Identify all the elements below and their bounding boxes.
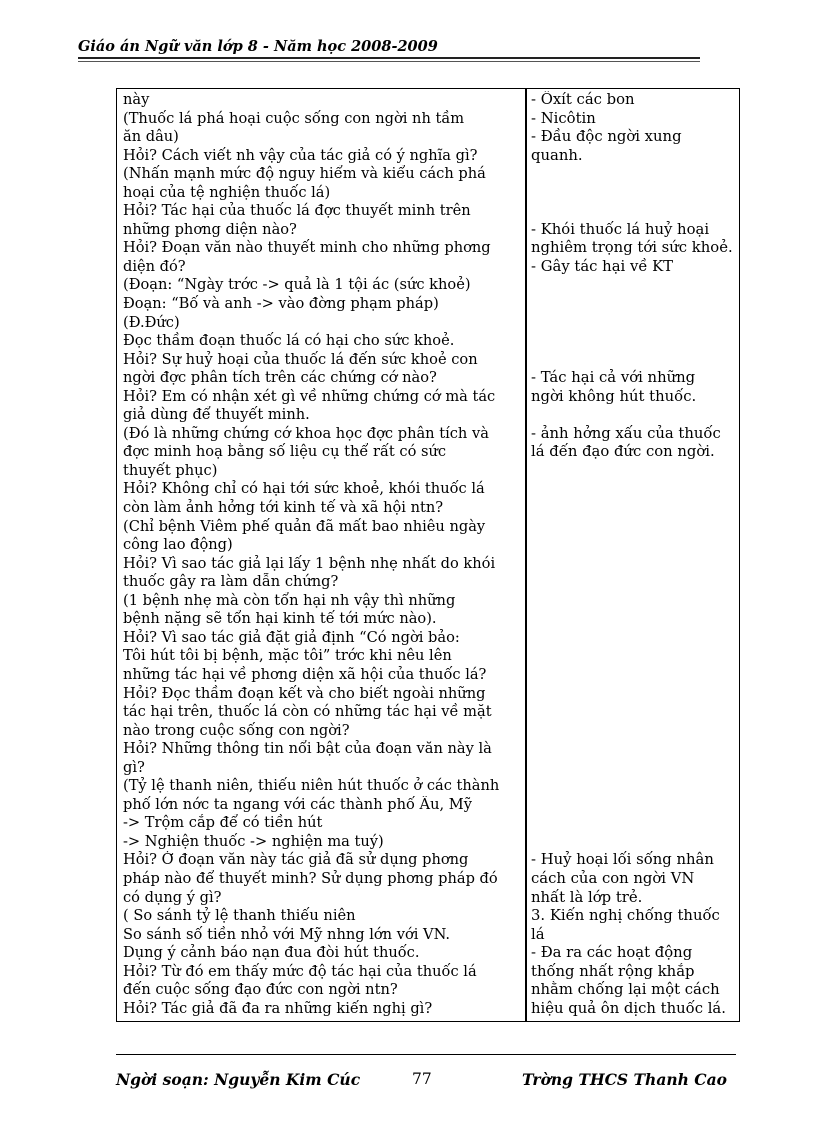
- left-text-line: Hỏi? Đọc thầm đoạn kết và cho biết ngoài những: [123, 684, 486, 702]
- right-text-line: - Gây tác hại về KT: [531, 257, 674, 275]
- left-text-line: Hỏi? Tác giả đã đa ra những kiến nghị gì?: [123, 999, 433, 1017]
- teacher-questions-column: [123, 91, 521, 1018]
- left-text-line: thuốc gây ra làm dẫn chứng?: [123, 573, 339, 591]
- spacer: [531, 406, 735, 425]
- left-text-line: Hỏi? Ở đoạn văn này tác giả đã sử dụng phơng: [123, 851, 469, 869]
- left-text-line: hoại của tệ nghiện thuốc lá): [123, 183, 331, 201]
- left-text-line: tác hại trên, thuốc lá còn có những tác hại về mặt: [123, 703, 492, 721]
- right-text-line: thống nhất rộng khắp: [531, 962, 695, 980]
- left-text-line: Hỏi? Những thông tin nổi bật của đoạn văn này là: [123, 740, 492, 758]
- left-text-line: có dụng ý gì?: [123, 888, 222, 906]
- left-text-line: -> Trộm cắp để có tiền hút: [123, 814, 323, 832]
- right-text-line: - Khói thuốc lá huỷ hoại: [531, 220, 710, 238]
- spacer: [531, 629, 735, 648]
- left-text-line: -> Nghiện thuốc -> nghiện ma tuý): [123, 832, 384, 850]
- left-text-line: những phơng diện nào?: [123, 220, 297, 238]
- right-text-line: nghiêm trọng tới sức khoẻ.: [531, 239, 733, 257]
- spacer: [531, 796, 735, 815]
- spacer: [531, 555, 735, 574]
- left-text-line: (Đoạn: “Ngày trớc -> quả là 1 tội ác (sức khoẻ): [123, 276, 471, 294]
- left-text-line: Hỏi? Vì sao tác giả lại lấy 1 bệnh nhẹ nhất do khói: [123, 554, 496, 572]
- footer-rule: [116, 1054, 736, 1055]
- left-text-line: (Đó là những chứng cớ khoa học đợc phân tích và: [123, 424, 489, 442]
- spacer: [531, 165, 735, 184]
- right-text-line: nhất là lớp trẻ.: [531, 888, 643, 906]
- header-rule-thin: [78, 61, 700, 62]
- left-text-line: Hỏi? Từ đó em thấy mức độ tác hại của thuốc lá: [123, 962, 477, 980]
- right-text-line: - Đầu độc ngời xung: [531, 128, 682, 146]
- left-text-line: ( So sánh tỷ lệ thanh thiếu niên: [123, 907, 356, 925]
- spacer: [531, 685, 735, 704]
- left-text-line: những tác hại về phơng diện xã hội của thuốc lá?: [123, 665, 487, 683]
- left-text-line: nào trong cuộc sống con ngời?: [123, 721, 350, 739]
- left-text-line: ăn dâu): [123, 128, 179, 146]
- right-text-line: nhằm chống lại một cách: [531, 981, 720, 999]
- lesson-table: [116, 88, 740, 1022]
- left-text-line: đến cuộc sống đạo đức con ngời ntn?: [123, 981, 398, 999]
- spacer: [531, 518, 735, 537]
- left-text-line: công lao động): [123, 536, 233, 554]
- left-text-line: này: [123, 91, 150, 108]
- spacer: [531, 610, 735, 629]
- right-text-line: ngời không hút thuốc.: [531, 387, 697, 405]
- left-text-line: Hỏi? Không chỉ có hại tới sức khoẻ, khói thuốc lá: [123, 480, 485, 498]
- column-divider: [525, 89, 527, 1021]
- left-text-line: Hỏi? Đoạn văn nào thuyết minh cho những phơng: [123, 239, 491, 257]
- left-text-line: Hỏi? Vì sao tác giả đặt giả định “Có ngời bảo:: [123, 628, 460, 646]
- spacer: [531, 814, 735, 833]
- spacer: [531, 480, 735, 499]
- spacer: [531, 536, 735, 555]
- spacer: [531, 202, 735, 221]
- right-text-line: - Tác hại cả với những: [531, 369, 696, 387]
- spacer: [531, 332, 735, 351]
- spacer: [531, 833, 735, 852]
- left-text-line: bệnh nặng sẽ tổn hại kinh tế tới mức nào).: [123, 610, 437, 628]
- left-text-line: diện đó?: [123, 257, 186, 275]
- spacer: [531, 184, 735, 203]
- left-text-line: Dụng ý cảnh báo nạn đua đòi hút thuốc.: [123, 944, 420, 962]
- spacer: [531, 314, 735, 333]
- left-text-line: ngời đợc phân tích trên các chứng cớ nào?: [123, 369, 437, 387]
- left-text-line: So sánh số tiền nhỏ với Mỹ nhng lớn với VN.: [123, 925, 451, 943]
- left-text-line: Tôi hút tôi bị bệnh, mặc tôi” trớc khi nêu lên: [123, 647, 452, 665]
- left-text-line: Hỏi? Em có nhận xét gì về những chứng cớ mà tác: [123, 387, 496, 405]
- footer-author: Ngời soạn: Nguyễn Kim Cúc: [116, 1070, 361, 1089]
- left-text-line: giả dùng để thuyết minh.: [123, 406, 310, 424]
- left-text-line: (Tỷ lệ thanh niên, thiếu niên hút thuốc ở các thành: [123, 777, 500, 795]
- right-text-line: - Nicôtin: [531, 109, 596, 127]
- right-text-line: hiệu quả ôn dịch thuốc lá.: [531, 999, 726, 1017]
- right-text-line: quanh.: [531, 146, 583, 164]
- spacer: [531, 703, 735, 722]
- spacer: [531, 777, 735, 796]
- footer-school: Trờng THCS Thanh Cao: [522, 1070, 728, 1089]
- left-text-line: pháp nào để thuyết minh? Sử dụng phơng pháp đó: [123, 869, 498, 887]
- left-text-line: Đoạn: “Bố và anh -> vào đờng phạm pháp): [123, 295, 439, 313]
- right-text-line: lá đến đạo đức con ngời.: [531, 443, 715, 461]
- spacer: [531, 740, 735, 759]
- spacer: [531, 295, 735, 314]
- spacer: [531, 499, 735, 518]
- left-text-line: gì?: [123, 758, 145, 776]
- left-text-line: đợc minh hoạ bằng số liệu cụ thể rất có sức: [123, 443, 447, 461]
- left-text-line: thuyết phục): [123, 461, 218, 479]
- left-text-line: (Thuốc lá phá hoại cuộc sống con ngời nh tầm: [123, 109, 465, 127]
- right-text-line: - Huỷ hoại lối sống nhân: [531, 851, 714, 869]
- spacer: [531, 351, 735, 370]
- spacer: [531, 573, 735, 592]
- right-text-line: - Đa ra các hoạt động: [531, 944, 693, 962]
- left-text-line: (Đ.Đức): [123, 313, 180, 331]
- left-text-line: Hỏi? Cách viết nh vậy của tác giả có ý nghĩa gì?: [123, 146, 478, 164]
- left-text-line: Đọc thầm đoạn thuốc lá có hại cho sức khoẻ.: [123, 332, 455, 350]
- right-text-line: cách của con ngời VN: [531, 869, 695, 887]
- spacer: [531, 462, 735, 481]
- left-text-line: Hỏi? Tác hại của thuốc lá đợc thuyết minh trên: [123, 202, 471, 220]
- right-text-line: lá: [531, 925, 545, 943]
- spacer: [531, 592, 735, 611]
- content-notes-column: [531, 91, 735, 1018]
- spacer: [531, 722, 735, 741]
- left-text-line: (Chỉ bệnh Viêm phế quản đã mất bao nhiêu ngày: [123, 517, 486, 535]
- spacer: [531, 276, 735, 295]
- right-text-line: - Ôxít các bon: [531, 91, 635, 108]
- right-text-line: 3. Kiến nghị chống thuốc: [531, 907, 720, 925]
- left-text-line: Hỏi? Sự huỷ hoại của thuốc lá đến sức khoẻ con: [123, 350, 478, 368]
- left-text-line: còn làm ảnh hởng tới kinh tế và xã hội ntn?: [123, 499, 444, 517]
- page-header-title: Giáo án Ngữ văn lớp 8 - Năm học 2008-2009: [78, 38, 438, 55]
- left-text-line: (1 bệnh nhẹ mà còn tổn hại nh vậy thì những: [123, 591, 456, 609]
- left-text-line: phố lớn nớc ta ngang với các thành phố Âu, Mỹ: [123, 795, 472, 813]
- page-number: 77: [412, 1070, 432, 1088]
- spacer: [531, 666, 735, 685]
- left-text-line: (Nhấn mạnh mức độ nguy hiểm và kiểu cách phá: [123, 165, 486, 183]
- header-rule: [78, 57, 700, 59]
- right-text-line: - ảnh hởng xấu của thuốc: [531, 424, 721, 442]
- spacer: [531, 647, 735, 666]
- spacer: [531, 759, 735, 778]
